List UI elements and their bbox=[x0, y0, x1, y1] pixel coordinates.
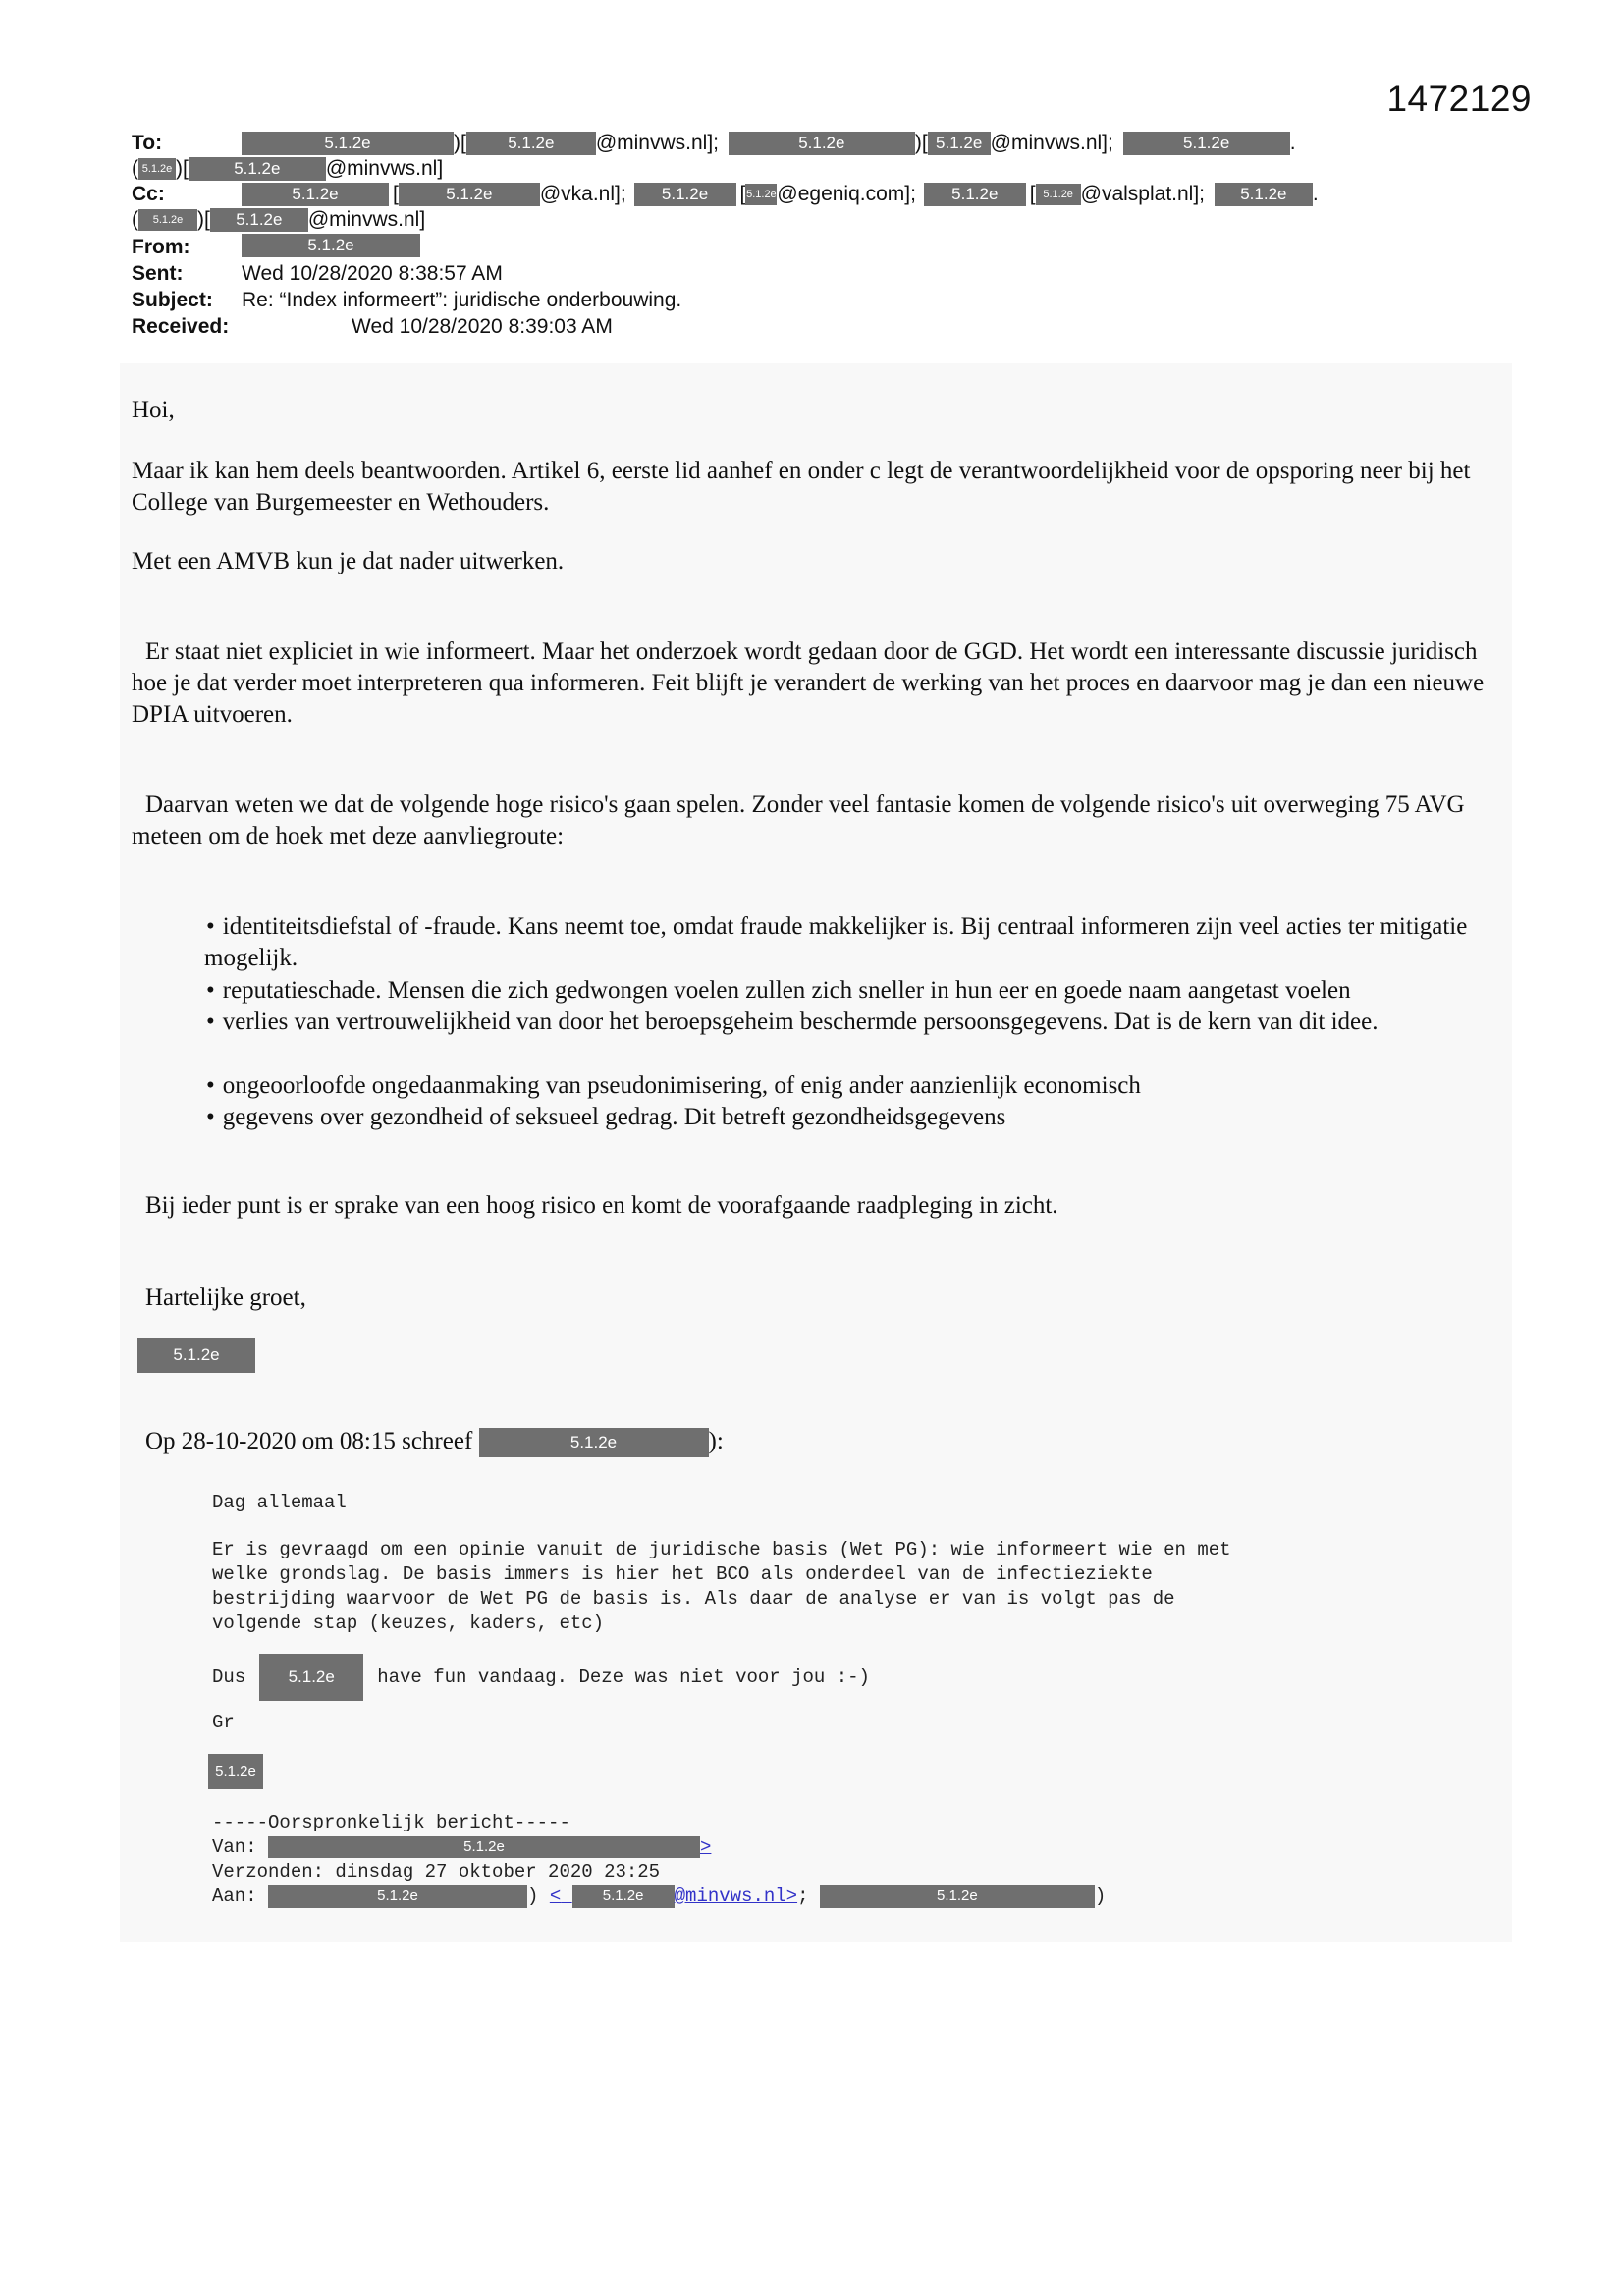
quoted-aan-line: Aan: 5.1.2e ) < 5.1.2e @minvws.nl>; 5.1.2e ) bbox=[212, 1886, 1107, 1908]
to-line-1: 5.1.2e )[ 5.1.2e @minvws.nl]; 5.1.2e )[ 5.1.2e @minvws.nl]; 5.1.2e . bbox=[242, 132, 1296, 155]
redaction: 5.1.2e bbox=[242, 234, 420, 257]
paragraph-3: Er staat niet expliciet in wie informeert. Maar het onderzoek wordt gedaan door de GGD. Het wordt een interessante discussie juridisch hoe je dat verder moet interpreteren qua informeren. Feit blijft je verandert de werking van het proces en daarvoor mag je dan een nieuwe DPIA uitvoeren. bbox=[132, 638, 1485, 728]
redaction: 5.1.2e bbox=[479, 1428, 709, 1457]
redaction: 5.1.2e bbox=[138, 209, 197, 231]
quoted-van-line: Van: 5.1.2e > bbox=[212, 1836, 712, 1858]
redaction: 5.1.2e bbox=[572, 1885, 675, 1908]
quoted-verzonden-line: Verzonden: dinsdag 27 oktober 2020 23:25 bbox=[212, 1861, 661, 1883]
redaction: 5.1.2e bbox=[242, 132, 454, 155]
redaction: 5.1.2e bbox=[1215, 183, 1313, 206]
greeting: Hoi, bbox=[132, 397, 175, 423]
quoted-signature bbox=[208, 1754, 263, 1789]
redaction: 5.1.2e bbox=[208, 1754, 263, 1789]
redaction: 5.1.2e bbox=[820, 1885, 1095, 1908]
paragraph-2: Met een AMVB kun je dat nader uitwerken. bbox=[132, 548, 565, 574]
quote-intro: Op 28-10-2020 om 08:15 schreef 5.1.2e ): bbox=[145, 1426, 1520, 1457]
redaction: 5.1.2e bbox=[259, 1654, 363, 1701]
subject-label: Subject: bbox=[132, 289, 213, 311]
redaction: 5.1.2e bbox=[268, 1836, 700, 1858]
cc-domain: @valsplat.nl]; bbox=[1080, 183, 1206, 205]
redaction: 5.1.2e bbox=[634, 183, 736, 206]
redaction: 5.1.2e bbox=[138, 158, 176, 180]
signature bbox=[137, 1338, 255, 1373]
redaction: 5.1.2e bbox=[268, 1885, 527, 1908]
redaction: 5.1.2e bbox=[1123, 132, 1290, 155]
original-message-separator: -----Oorspronkelijk bericht----- bbox=[212, 1812, 570, 1833]
redaction: 5.1.2e bbox=[466, 132, 596, 155]
from-value bbox=[242, 234, 420, 257]
redaction: 5.1.2e bbox=[928, 132, 991, 155]
redaction: 5.1.2e bbox=[210, 208, 308, 232]
paragraph-5: Bij ieder punt is er sprake van een hoog risico en komt de voorafgaande raadpleging in zicht. bbox=[145, 1192, 1058, 1219]
document-id: 1472129 bbox=[1386, 79, 1532, 119]
quoted-gr: Gr bbox=[212, 1712, 235, 1733]
cc-domain: @egeniq.com]; bbox=[777, 183, 916, 205]
redaction: 5.1.2e bbox=[924, 183, 1026, 206]
list-item: • identiteitsdiefstal of -fraude. Kans neemt toe, omdat fraude makkelijker is. Bij centraal informeren zijn veel acties ter mitigatie mogelijk. bbox=[204, 913, 1468, 971]
cc-line-2: ( 5.1.2e )[ 5.1.2e @minvws.nl] bbox=[132, 208, 426, 231]
quoted-dus-line: Dus 5.1.2e have fun vandaag. Deze was niet voor jou :-) bbox=[212, 1654, 1489, 1701]
from-label: From: bbox=[132, 236, 190, 258]
to-domain: @minvws.nl]; bbox=[990, 132, 1113, 154]
redaction: 5.1.2e bbox=[137, 1338, 255, 1373]
to-line-2: ( 5.1.2e )[ 5.1.2e @minvws.nl] bbox=[132, 157, 444, 180]
subject-value: Re: “Index informeert”: juridische onderbouwing. bbox=[242, 289, 682, 311]
redaction: 5.1.2e bbox=[729, 132, 915, 155]
cc-domain: @minvws.nl] bbox=[307, 208, 426, 231]
redaction: 5.1.2e bbox=[189, 157, 326, 181]
closing: Hartelijke groet, bbox=[145, 1285, 306, 1311]
list-item: • verlies van vertrouwelijkheid van door het beroepsgeheim beschermde persoonsgegevens. Dat is de kern van dit idee. bbox=[206, 1009, 1379, 1035]
paragraph-4: Daarvan weten we dat de volgende hoge risico's gaan spelen. Zonder veel fantasie komen de volgende risico's uit overweging 75 AVG meteen om de hoek met deze aanvliegroute: bbox=[132, 792, 1465, 849]
quoted-greeting: Dag allemaal bbox=[212, 1492, 347, 1513]
redaction: 5.1.2e bbox=[1036, 184, 1081, 205]
list-item: • reputatieschade. Mensen die zich gedwongen voelen zullen zich sneller in hun eer en goede naam aangetast voelen bbox=[206, 977, 1351, 1004]
cc-label: Cc: bbox=[132, 183, 165, 205]
message-body-background bbox=[120, 363, 1512, 1942]
redaction: 5.1.2e bbox=[745, 184, 777, 205]
to-domain: @minvws.nl] bbox=[325, 157, 444, 180]
quoted-paragraph: Er is gevraagd om een opinie vanuit de juridische basis (Wet PG): wie informeert wie en met welke grondslag. De basis immers is hier het BCO als onderdeel van de infectieziekte bestrijding waarvoor de Wet PG de basis is. Als daar de analyse er van is volgt pas de volgende stap (keuzes, kaders, etc) bbox=[212, 1539, 1231, 1634]
paragraph-1: Maar ik kan hem deels beantwoorden. Artikel 6, eerste lid aanhef en onder c legt de verantwoordelijkheid voor de opsporing neer bij het College van Burgemeester en Wethouders. bbox=[132, 458, 1471, 516]
sent-value: Wed 10/28/2020 8:38:57 AM bbox=[242, 262, 503, 285]
to-domain: @minvws.nl]; bbox=[595, 132, 719, 154]
email-link[interactable]: < 5.1.2e @minvws.nl> bbox=[549, 1886, 798, 1908]
received-value: Wed 10/28/2020 8:39:03 AM bbox=[352, 315, 613, 338]
sent-label: Sent: bbox=[132, 262, 184, 285]
list-item: • ongeoorloofde ongedaanmaking van pseudonimisering, of enig ander aanzienlijk economisch bbox=[206, 1072, 1141, 1099]
list-item: • gegevens over gezondheid of seksueel gedrag. Dit betreft gezondheidsgegevens bbox=[206, 1104, 1006, 1130]
redaction: 5.1.2e bbox=[242, 183, 389, 206]
received-label: Received: bbox=[132, 315, 230, 338]
cc-line-1: 5.1.2e [ 5.1.2e @vka.nl]; 5.1.2e [5.1.2e@egeniq.com]; 5.1.2e [ 5.1.2e @valsplat.nl]; 5.1.2e . bbox=[242, 183, 1319, 206]
redaction: 5.1.2e bbox=[399, 183, 540, 206]
to-label: To: bbox=[132, 132, 163, 154]
cc-domain: @vka.nl]; bbox=[539, 183, 626, 205]
